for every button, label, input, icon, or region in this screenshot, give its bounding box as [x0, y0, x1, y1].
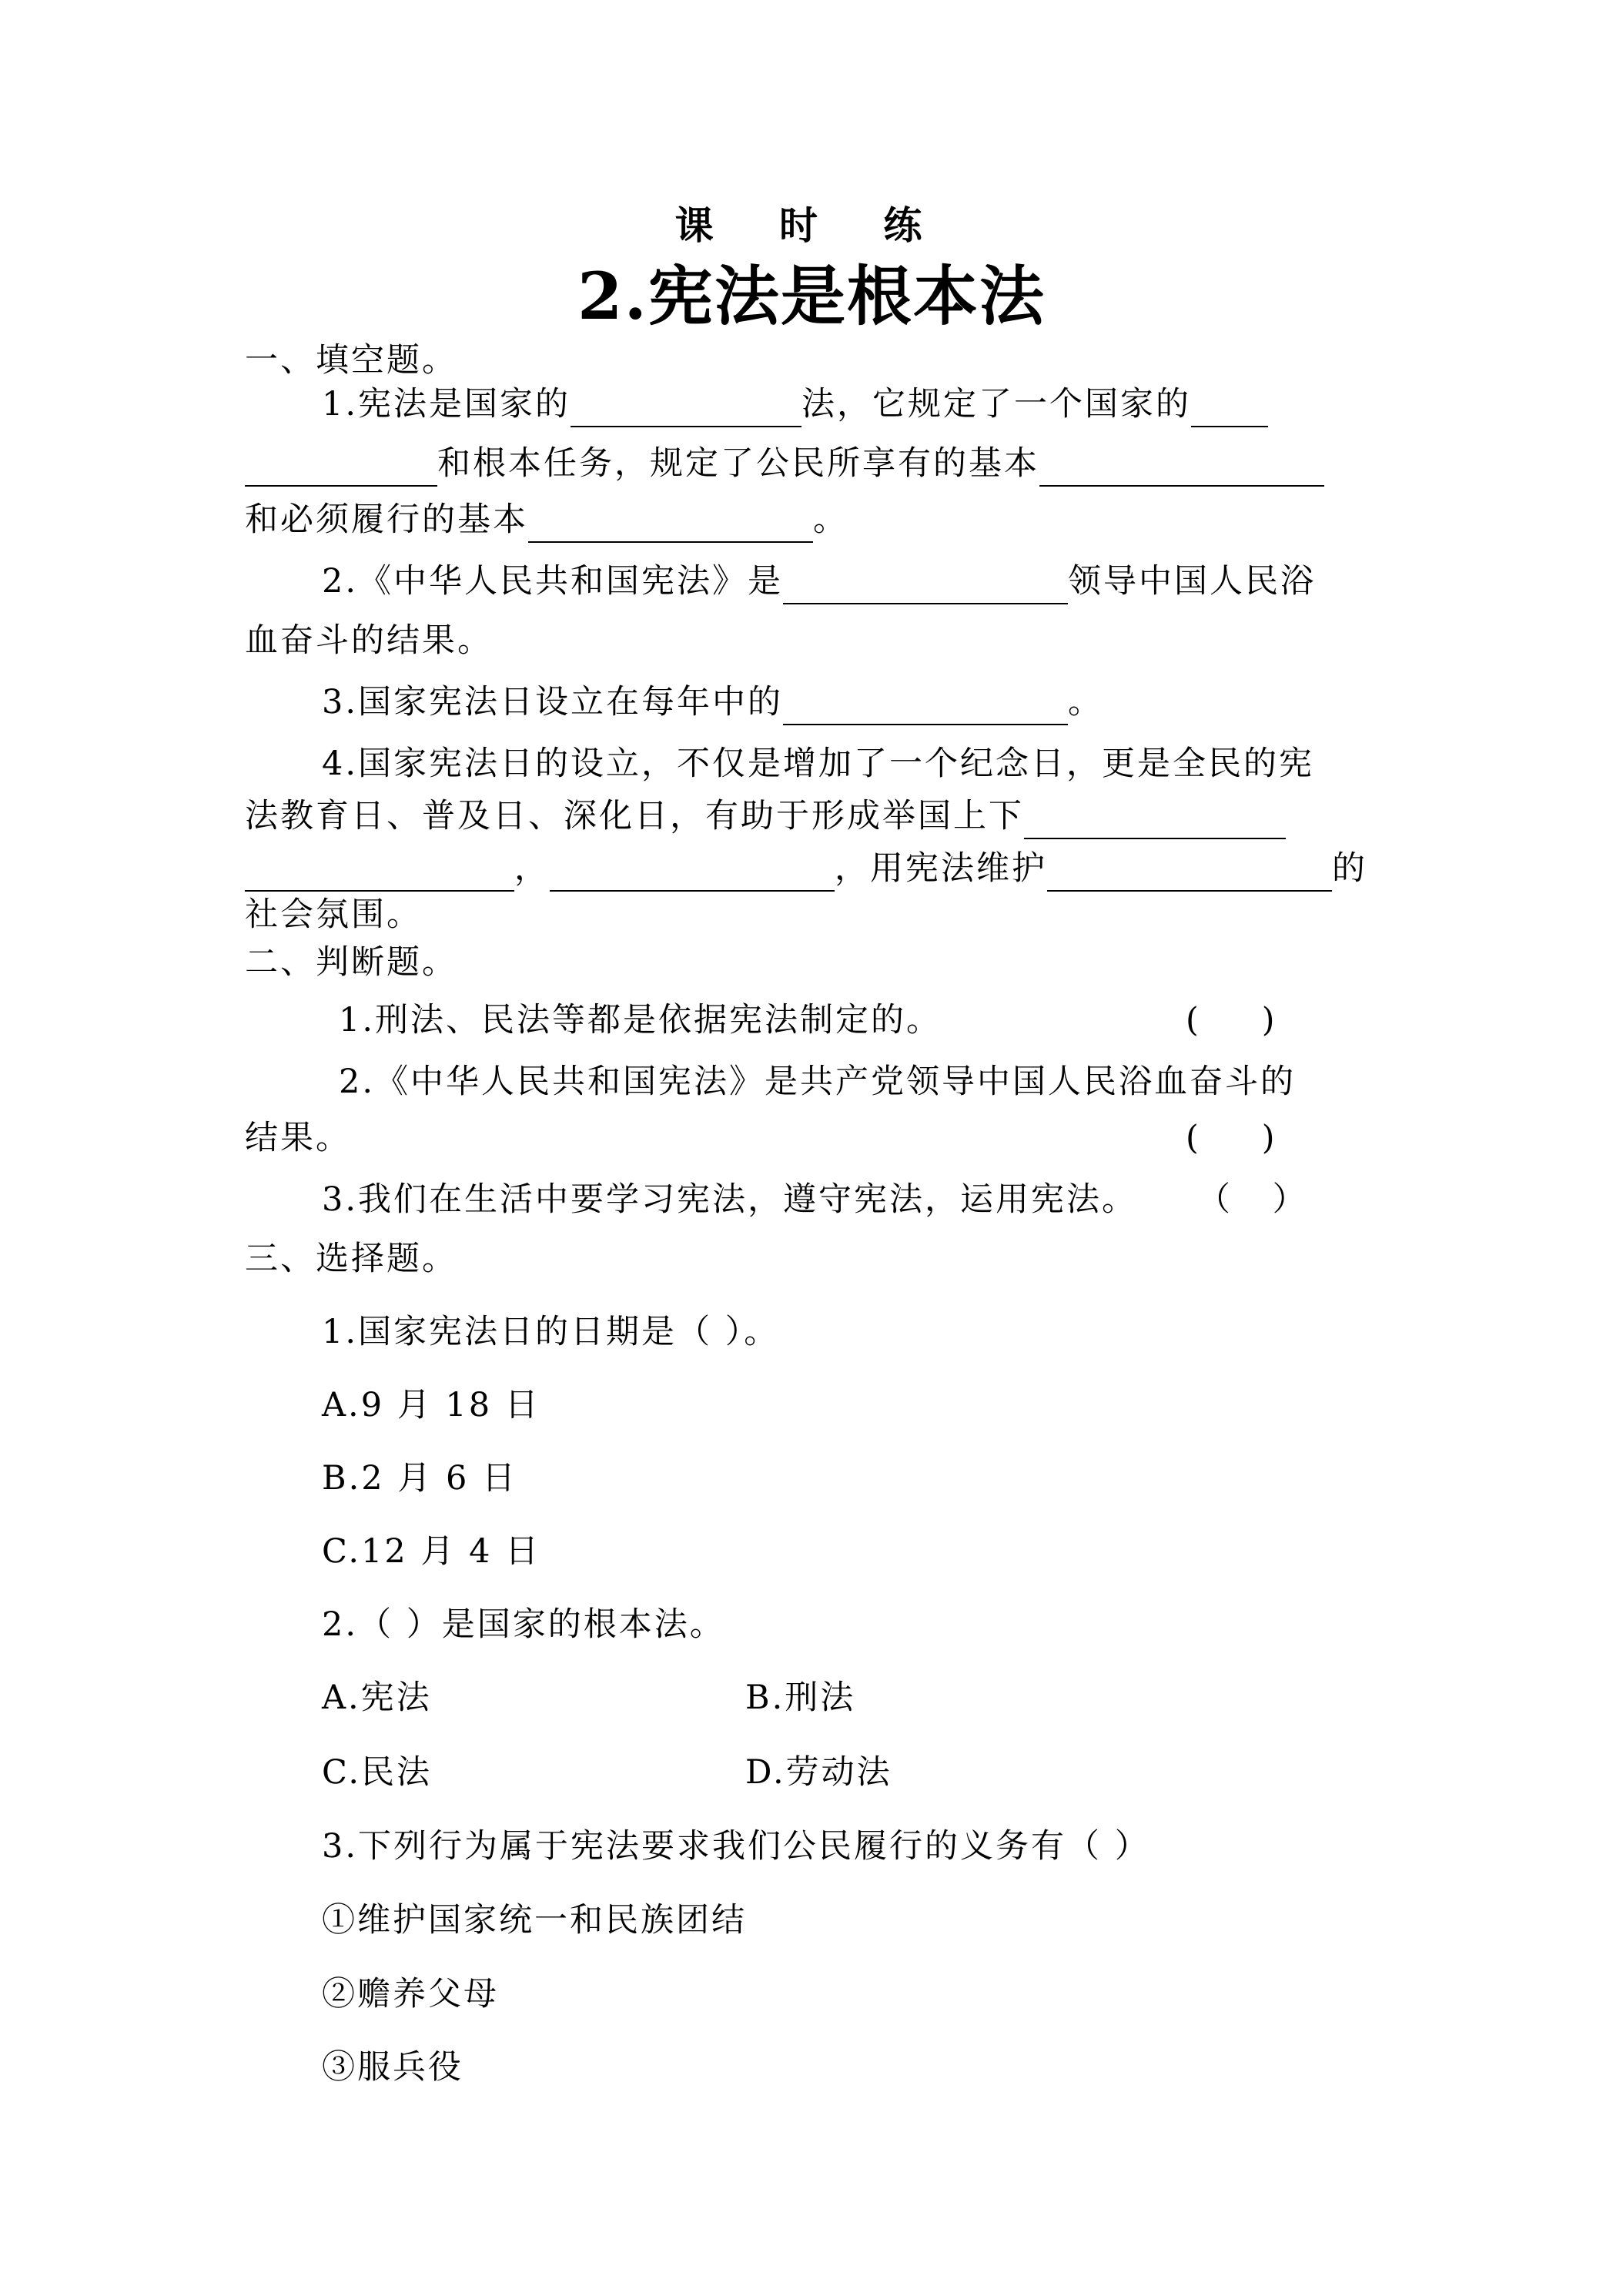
fill-q1-line2	[245, 440, 1324, 487]
choice-q1-option-b[interactable]: B.2 月 6 日	[322, 1459, 517, 1498]
page-title: 2.宪法是根本法	[577, 258, 1046, 334]
section-heading-choice: 三、选择题。	[245, 1240, 457, 1278]
section-heading-judge: 二、判断题。	[245, 943, 457, 982]
fill-q4-text-3: ，	[514, 849, 550, 888]
choice-q1-stem: 1.国家宪法日的日期是（ ）。	[322, 1313, 780, 1351]
fill-q1-text-4: 和必须履行的基本	[245, 500, 528, 539]
judge-q3: 3.我们在生活中要学习宪法，遵守宪法，运用宪法。	[322, 1180, 1138, 1219]
choice-q3-item-3: ③服兵役	[322, 2048, 463, 2087]
answer-parentheses[interactable]: ( )	[1186, 1119, 1275, 1157]
choice-q3-item-1: ①维护国家统一和民族团结	[322, 1901, 747, 1940]
judge-q2-line1: 2.《中华人民共和国宪法》是共产党领导中国人民浴血奋斗的	[339, 1063, 1297, 1101]
choice-q3-item-2: ②赡养父母	[322, 1975, 499, 2013]
fill-q4-line3	[245, 845, 1367, 892]
fill-q1-line3	[245, 497, 848, 543]
answer-blank[interactable]	[571, 390, 801, 427]
answer-blank[interactable]	[1039, 450, 1324, 487]
fill-q2-line2: 血奋斗的结果。	[245, 621, 493, 660]
choice-q2-option-a[interactable]: A.宪法	[322, 1678, 432, 1717]
fill-q2-text-1: 2.《中华人民共和国宪法》是	[322, 562, 784, 601]
fill-q4-line4: 社会氛围。	[245, 895, 422, 934]
fill-q1-line1	[322, 381, 1268, 427]
fill-q1-text-2: 法，它规定了一个国家的	[801, 385, 1192, 423]
answer-blank[interactable]	[245, 450, 437, 487]
answer-parentheses[interactable]: ( )	[1186, 1001, 1275, 1039]
fill-q3-line	[322, 679, 1103, 725]
answer-blank[interactable]	[245, 855, 514, 892]
fill-q1-text-5: 。	[813, 500, 848, 539]
answer-blank[interactable]	[1047, 855, 1332, 892]
fill-q1-text-1: 1.宪法是国家的	[322, 385, 571, 423]
choice-q2-option-c[interactable]: C.民法	[322, 1753, 433, 1792]
fill-q2-text-2: 领导中国人民浴	[1068, 562, 1317, 601]
choice-q2-stem: 2.（ ）是国家的根本法。	[322, 1605, 725, 1644]
fill-q3-text-2: 。	[1068, 683, 1104, 721]
fill-q4-line2	[245, 793, 1286, 839]
fill-q4-text-5: 的	[1332, 849, 1367, 888]
answer-blank[interactable]	[1024, 802, 1286, 839]
page-subtitle: 课 时 练	[674, 202, 949, 248]
choice-q2-option-b[interactable]: B.刑法	[745, 1678, 856, 1717]
fill-q4-text-2: 法教育日、普及日、深化日，有助于形成举国上下	[245, 797, 1024, 835]
choice-q2-option-d[interactable]: D.劳动法	[745, 1753, 892, 1792]
choice-q3-stem: 3.下列行为属于宪法要求我们公民履行的义务有（ ）	[322, 1827, 1150, 1866]
answer-parentheses[interactable]: （ ）	[1197, 1180, 1306, 1219]
judge-q2-line2: 结果。	[245, 1119, 351, 1157]
fill-q1-text-3: 和根本任务，规定了公民所享有的基本	[437, 444, 1039, 483]
choice-q1-option-c[interactable]: C.12 月 4 日	[322, 1532, 541, 1571]
section-heading-fill: 一、填空题。	[245, 341, 457, 380]
judge-q1: 1.刑法、民法等都是依据宪法制定的。	[339, 1001, 942, 1039]
fill-q3-text-1: 3.国家宪法日设立在每年中的	[322, 683, 784, 721]
answer-blank[interactable]	[783, 688, 1068, 725]
fill-q4-line1: 4.国家宪法日的设立，不仅是增加了一个纪念日，更是全民的宪	[322, 745, 1315, 783]
answer-blank[interactable]	[528, 506, 813, 543]
choice-q1-option-a[interactable]: A.9 月 18 日	[322, 1386, 540, 1424]
answer-blank[interactable]	[550, 855, 835, 892]
answer-blank[interactable]	[783, 567, 1068, 604]
answer-blank[interactable]	[1191, 390, 1268, 427]
fill-q4-text-4: ，用宪法维护	[835, 849, 1047, 888]
fill-q2-line1	[322, 558, 1316, 604]
